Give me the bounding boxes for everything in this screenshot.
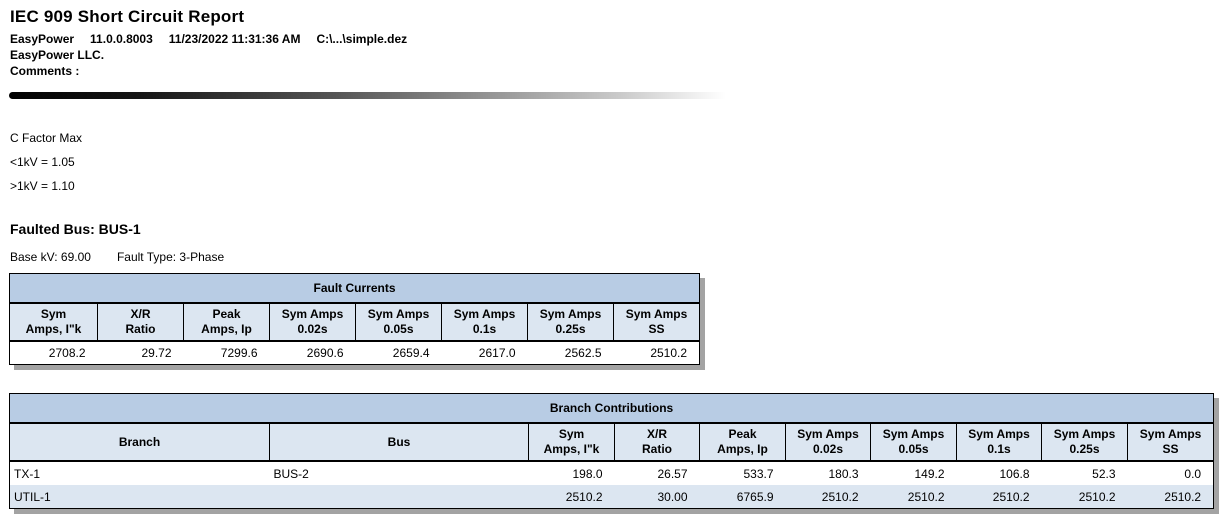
table-title-row [10, 394, 1214, 424]
header-line: Sym Amps [882, 427, 945, 441]
col-header-xr-ratio [615, 423, 700, 461]
col-header-sym-amps-ik [529, 423, 615, 461]
cell-branch: UTIL-1 [10, 485, 270, 509]
cell-xr-ratio: 26.57 [657, 466, 688, 481]
cell-sym-ss: 0.0 [1184, 466, 1202, 481]
fault-type-value: Fault Type: 3-Phase [116, 250, 225, 264]
header-line: 0.05s [383, 322, 414, 336]
report-datetime: 11/23/2022 11:31:36 AM [168, 32, 301, 46]
header-line: Sym [40, 307, 67, 321]
cell-sym-005s: 149.2 [914, 466, 945, 481]
base-kv-value: Base kV: 69.00 [10, 250, 91, 264]
column-header-row [10, 423, 1214, 461]
col-header-bus: Bus [270, 423, 529, 461]
header-line: Amps, Ip [201, 322, 252, 336]
fault-currents-table [9, 273, 700, 365]
col-header-sym-01s [442, 303, 528, 341]
col-header-sym-025s [528, 303, 614, 341]
cell-sym-025s: 2510.2 [1042, 485, 1128, 509]
header-line: Peak [212, 307, 241, 321]
col-header-sym-ss [614, 303, 700, 341]
cell-sym-025s: 52.3 [1092, 466, 1116, 481]
header-line: Sym Amps [1053, 427, 1116, 441]
cell-sym-ss: 2510.2 [1128, 485, 1214, 509]
cell-sym-005s: 2510.2 [871, 485, 957, 509]
header-line: 0.02s [812, 442, 844, 456]
branch-contributions-table-wrap [9, 393, 1214, 509]
file-path: C:\...\simple.dez [316, 32, 408, 46]
cell-sym-01s: 2510.2 [957, 485, 1042, 509]
col-header-sym-002s [270, 303, 356, 341]
table-title: Branch Contributions [10, 394, 1214, 424]
faulted-bus-heading: Faulted Bus: BUS-1 [10, 221, 141, 237]
cell-branch: TX-1 [14, 466, 41, 481]
header-line: Sym Amps [281, 307, 344, 321]
cell-xr-ratio: 29.72 [141, 346, 172, 360]
cell-sym-amps-ik: 2510.2 [529, 485, 615, 509]
cell-bus [270, 485, 529, 509]
cell-sym-ss: 2510.2 [650, 346, 688, 360]
header-line: 0.1s [987, 442, 1011, 456]
col-header-peak-amps [700, 423, 786, 461]
header-line: X/R [130, 307, 151, 321]
c-factor-under-1kv: <1kV = 1.05 [10, 155, 75, 169]
header-line: Ratio [125, 322, 156, 336]
header-line: Sym [558, 427, 585, 441]
cell-xr-ratio: 30.00 [615, 485, 700, 509]
cell-peak-amps: 7299.6 [220, 346, 258, 360]
header-line: Sym Amps [453, 307, 516, 321]
c-factor-title: C Factor Max [10, 131, 83, 145]
c-factor-over-1kv: >1kV = 1.10 [10, 179, 75, 193]
report-meta [10, 31, 1222, 47]
header-line: 0.25s [555, 322, 586, 336]
header-line: Sym Amps [968, 427, 1030, 441]
cell-sym-01s: 2617.0 [478, 346, 516, 360]
col-header-sym-002s [786, 423, 871, 461]
header-line: Sym Amps [367, 307, 430, 321]
table-row [10, 485, 1214, 509]
cell-sym-002s: 180.3 [828, 466, 859, 481]
cell-sym-002s: 2510.2 [786, 485, 871, 509]
cell-bus: BUS-2 [273, 466, 309, 481]
app-version: 11.0.0.8003 [90, 32, 153, 46]
header-line: 0.02s [297, 322, 328, 336]
col-header-sym-amps-ik [10, 303, 98, 341]
col-header-xr-ratio [98, 303, 184, 341]
app-name: EasyPower [10, 32, 75, 46]
cell-sym-amps-ik: 198.0 [572, 466, 603, 481]
table-row [10, 461, 1214, 485]
header-line: Peak [728, 427, 757, 441]
col-header-sym-ss [1128, 423, 1214, 461]
col-header-sym-025s [1042, 423, 1128, 461]
cell-sym-amps-ik: 2708.2 [48, 346, 86, 360]
header-line: 0.25s [1069, 442, 1100, 456]
header-line: Sym Amps [1139, 427, 1202, 441]
cell-peak-amps: 6765.9 [700, 485, 786, 509]
header-line: 0.1s [472, 322, 497, 336]
header-line: Amps, Ip [717, 442, 768, 456]
header-line: Sym Amps [797, 427, 859, 441]
header-line: Ratio [642, 442, 672, 456]
c-factor-section [9, 132, 1222, 193]
section-divider [9, 92, 733, 99]
col-header-sym-005s [356, 303, 442, 341]
cell-sym-025s: 2562.5 [564, 346, 602, 360]
branch-contributions-table [9, 393, 1214, 509]
header-line: Amps, I"k [543, 442, 600, 456]
header-line: Amps, I"k [25, 322, 82, 336]
col-header-sym-01s [957, 423, 1042, 461]
header-line: Sym Amps [539, 307, 602, 321]
header-line: X/R [646, 427, 667, 441]
page-title: IEC 909 Short Circuit Report [10, 7, 245, 26]
cell-sym-005s: 2659.4 [392, 346, 430, 360]
column-header-row [10, 303, 700, 341]
col-header-peak-amps [184, 303, 270, 341]
cell-sym-002s: 2690.6 [306, 346, 344, 360]
header-line: 0.05s [898, 442, 929, 456]
col-header-sym-005s [871, 423, 957, 461]
comments-label: Comments : [10, 64, 80, 78]
fault-currents-table-wrap [9, 273, 700, 365]
table-title-row [10, 274, 700, 304]
col-header-branch: Branch [10, 423, 270, 461]
cell-sym-01s: 106.8 [999, 466, 1030, 481]
faulted-bus-details [10, 251, 1222, 264]
header-line: SS [1162, 442, 1179, 456]
table-row [10, 341, 700, 365]
table-title: Fault Currents [10, 274, 700, 304]
header-line: SS [648, 322, 665, 336]
company-name: EasyPower LLC. [10, 48, 105, 62]
cell-peak-amps: 533.7 [743, 466, 774, 481]
header-line: Sym Amps [625, 307, 688, 321]
